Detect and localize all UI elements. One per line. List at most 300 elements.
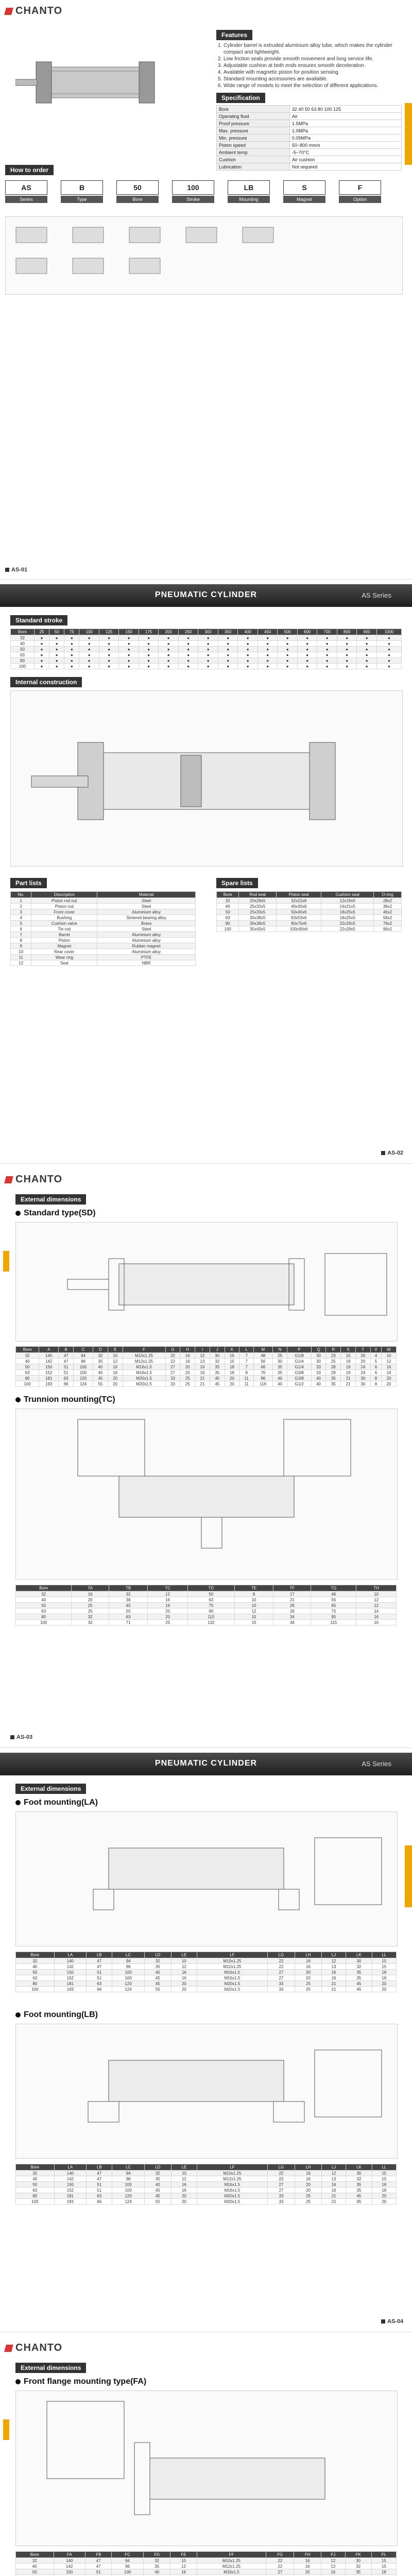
table-cell: 15 [225, 1353, 239, 1359]
banner-title: PNEUMATIC CYLINDER [154, 590, 258, 599]
column-header: 1000 [376, 629, 401, 635]
table-cell: ● [357, 658, 377, 664]
table-cell: 27 [165, 1364, 180, 1370]
table-cell: 80x70x6 [276, 921, 321, 926]
table-cell: Aluminium alloy [97, 949, 196, 955]
table-cell: 12 [148, 1591, 188, 1597]
column-header: FF [197, 2552, 266, 2558]
order-code-caption: Type [61, 196, 103, 203]
table-cell: ● [198, 652, 218, 658]
table-cell: 16 [171, 1975, 197, 1981]
table-cell: 63 [187, 1597, 234, 1603]
column-header: H [180, 1347, 195, 1353]
column-header: TF [273, 1585, 311, 1591]
column-header: 200 [159, 629, 179, 635]
cylinder-product-image [15, 31, 175, 134]
table-cell: 66 [253, 1364, 272, 1370]
side-tab [3, 2419, 9, 2440]
table-cell: Steel [97, 926, 196, 932]
table-cell: 33 [267, 2199, 295, 2205]
table-cell: 120 [74, 1376, 93, 1381]
table-cell: 35 [346, 1975, 372, 1981]
spec-key: Piston speed [217, 142, 290, 149]
table-cell: Cushion valve [31, 921, 97, 926]
table-cell: 47 [87, 1958, 112, 1964]
table-cell: 63 [109, 1614, 147, 1620]
table-cell: 20 [382, 1381, 397, 1387]
order-code-box: S [283, 180, 325, 195]
table-cell: M20x1.5 [197, 1981, 268, 1987]
table-cell: 25 [148, 1620, 188, 1625]
table-cell: 10 [234, 1597, 273, 1603]
table-cell: 32 [346, 1964, 372, 1970]
order-heading: How to order [5, 165, 54, 175]
table-cell: ● [159, 664, 179, 669]
table-cell: 21 [195, 1381, 210, 1387]
table-cell: 63 [59, 1376, 74, 1381]
table-cell: 32 [16, 2171, 55, 2176]
table-cell: 12 [170, 2564, 197, 2569]
table-cell: 35 [144, 1964, 171, 1970]
table-cell: ● [258, 647, 278, 652]
table-cell: ● [218, 664, 238, 669]
table-cell: 65 [311, 1603, 356, 1608]
column-header: LL [372, 2164, 396, 2171]
table-cell: 94 [112, 2171, 144, 2176]
table-cell: 15 [372, 2171, 396, 2176]
table-cell: 8 [11, 938, 31, 943]
foot-la-table [15, 1952, 397, 1992]
table-row [16, 2188, 397, 2193]
table-cell: ● [64, 664, 79, 669]
table-row [16, 1958, 397, 1964]
table-row [16, 1620, 397, 1625]
table-cell: G3/8 [287, 1370, 311, 1376]
table-cell: 40 [16, 2564, 54, 2569]
table-cell: 16 [294, 2558, 321, 2564]
table-cell: 51 [85, 2569, 112, 2575]
table-cell: 50 [16, 1970, 55, 1975]
table-cell: 16 [295, 2176, 322, 2182]
table-cell: ● [64, 658, 79, 664]
table-cell: 142 [39, 1359, 59, 1364]
table-cell: 20 [382, 1376, 397, 1381]
column-header: Bore [16, 1347, 39, 1353]
table-cell: ● [159, 652, 179, 658]
table-cell: ● [357, 641, 377, 647]
table-row [11, 943, 196, 949]
table-cell: ● [159, 647, 179, 652]
table-cell: 20 [295, 2182, 322, 2188]
table-cell: 45 [144, 1981, 171, 1987]
spec-title: Specification [216, 93, 265, 103]
table-row [11, 652, 402, 658]
table-cell: 19 [341, 1370, 356, 1376]
table-row [11, 898, 196, 904]
table-cell: ● [238, 664, 258, 669]
spec-value: Not required [289, 163, 401, 171]
column-header: LH [295, 2164, 322, 2171]
table-cell: 16 [356, 1620, 397, 1625]
column-header: FL [371, 2552, 396, 2558]
table-cell: 16 [321, 1975, 346, 1981]
table-cell: 94 [112, 2558, 144, 2564]
table-cell: 80 [16, 1614, 72, 1620]
table-cell: 32 [16, 2558, 54, 2564]
table-cell: 26 [273, 1603, 311, 1608]
table-cell: ● [198, 658, 218, 664]
feature-item: 1. Cylinder barrel is extruded aluminium alloy tube, which makes the cylinder compact and lightweight. [224, 42, 402, 56]
table-cell: 47 [87, 2171, 112, 2176]
column-header: 300 [198, 629, 218, 635]
table-cell: 100 [112, 2182, 144, 2188]
table-row [11, 904, 196, 909]
table-cell: 14x21x5 [321, 904, 374, 909]
front-flange-table [15, 2551, 397, 2576]
table-cell: ● [79, 652, 99, 658]
table-row [16, 1975, 397, 1981]
foot-lb-table [15, 2164, 397, 2205]
table-cell: 96 [112, 1964, 144, 1970]
table-row [11, 921, 196, 926]
table-cell: 33 [165, 1381, 180, 1387]
table-cell: G1/4 [287, 1359, 311, 1364]
features-list [216, 42, 402, 89]
column-header: J [210, 1347, 225, 1353]
table-cell: ● [139, 652, 159, 658]
table-cell: ● [79, 641, 99, 647]
table-cell: M10x1.25 [123, 1353, 165, 1359]
column-header: I [195, 1347, 210, 1353]
table-cell: 40 [144, 2182, 171, 2188]
table-cell: 10 [170, 2558, 197, 2564]
table-cell: 56 [253, 1359, 272, 1364]
spec-row [217, 163, 402, 171]
table-cell: 50x40x6 [276, 909, 321, 915]
table-cell: ● [79, 647, 99, 652]
column-header: TB [109, 1585, 147, 1591]
table-cell: ● [357, 647, 377, 652]
table-cell: 21 [195, 1376, 210, 1381]
table-cell: 45 [93, 1370, 108, 1376]
table-cell: 20 [171, 1987, 197, 1992]
table-cell: 20 [148, 1614, 188, 1620]
table-cell: 63 [16, 1975, 55, 1981]
table-cell: 16 [356, 1614, 397, 1620]
table-cell: 21 [321, 1987, 346, 1992]
table-cell: 16 [108, 1364, 123, 1370]
table-cell: 45 [144, 2193, 171, 2199]
column-header: M [253, 1347, 272, 1353]
table-cell: Sintered bearing alloy [97, 915, 196, 921]
table-cell: 35 [346, 1970, 372, 1975]
table-cell: 47 [59, 1353, 74, 1359]
table-cell: 51 [59, 1370, 74, 1376]
column-header: Rod seal [239, 892, 277, 898]
table-cell: 34 [273, 1614, 311, 1620]
table-cell: 13 [321, 2176, 346, 2182]
table-cell: 5 [370, 1359, 381, 1364]
table-cell: 18 [372, 1970, 396, 1975]
table-cell: ● [99, 652, 119, 658]
spec-row [217, 142, 402, 149]
feature-item: 5. Standard mounting accessories are available. [224, 76, 402, 82]
table-cell: 30x38x5 [239, 921, 277, 926]
table-cell: 20x28x5 [239, 898, 277, 904]
table-cell: 140 [39, 1353, 59, 1359]
table-cell: 100 [16, 1987, 55, 1992]
order-code-box: F [339, 180, 381, 195]
table-cell: 40 [16, 1597, 72, 1603]
table-cell: 116 [253, 1381, 272, 1387]
banner-series: AS Series [362, 1760, 391, 1768]
section-heading: External dimensions [15, 1784, 86, 1794]
table-cell: 36x2 [373, 904, 401, 909]
table-cell: 15 [372, 1958, 396, 1964]
table-cell: ● [159, 641, 179, 647]
column-header: T [355, 1347, 370, 1353]
spec-value: 0.05MPa [289, 134, 401, 142]
table-cell: M16x1.5 [197, 1975, 268, 1981]
table-cell: Steel [97, 898, 196, 904]
table-cell: 55 [311, 1597, 356, 1603]
spec-value: Air cushion [289, 156, 401, 163]
table-cell: G1/8 [287, 1353, 311, 1359]
spec-value: 50~800 mm/s [289, 142, 401, 149]
table-cell: 51 [87, 1970, 112, 1975]
table-row [16, 2558, 397, 2564]
table-cell: 63 [217, 915, 239, 921]
table-cell: 35 [93, 1359, 108, 1364]
table-cell: 100 [16, 1381, 39, 1387]
order-code-box: B [61, 180, 103, 195]
table-row [217, 926, 402, 932]
table-cell: ● [198, 635, 218, 641]
table-cell: 32 [109, 1591, 147, 1597]
table-cell: 20 [171, 2193, 197, 2199]
column-header: LH [295, 1952, 322, 1958]
table-cell: 15 [371, 2558, 396, 2564]
table-cell: 35 [272, 1370, 287, 1376]
order-code-box: LB [228, 180, 270, 195]
standard-stroke-heading: Standard stroke [10, 615, 67, 625]
table-cell: ● [376, 641, 401, 647]
brand-logo: CHANTO [5, 1174, 62, 1185]
table-cell: 27 [267, 2182, 295, 2188]
table-cell: 18 [225, 1370, 239, 1376]
table-cell: 45 [210, 1381, 225, 1387]
table-row [16, 1359, 397, 1364]
table-cell: 47 [59, 1359, 74, 1364]
order-code-caption: Series [5, 196, 47, 203]
table-cell: 16 [170, 2569, 197, 2575]
order-code-box: 50 [116, 180, 159, 195]
table-cell: 71 [109, 1620, 147, 1625]
brand-logo: CHANTO [5, 2342, 62, 2354]
spec-key: Proof pressure [217, 120, 290, 127]
table-cell: 21 [341, 1381, 356, 1387]
table-cell: ● [64, 652, 79, 658]
order-code-caption: Bore [116, 196, 159, 203]
table-cell: 15 [371, 2564, 396, 2569]
table-cell: 40 [311, 1381, 326, 1387]
table-cell: 47 [87, 2176, 112, 2182]
table-cell: 16 [180, 1353, 195, 1359]
table-cell: ● [119, 658, 139, 664]
table-row [16, 1597, 397, 1603]
table-cell: 7 [11, 932, 31, 938]
table-cell: 40x30x6 [276, 904, 321, 909]
table-cell: 150 [54, 2182, 86, 2188]
table-cell: ● [139, 641, 159, 647]
subsection-heading: Standard type(SD) [15, 1209, 96, 1218]
table-cell: ● [34, 647, 49, 652]
table-cell: 16 [321, 2188, 346, 2193]
table-cell: 30 [272, 1359, 287, 1364]
table-cell: M16x1.5 [197, 1970, 268, 1975]
table-cell: 27 [267, 2188, 295, 2193]
table-cell: 46x2 [373, 909, 401, 915]
table-cell: ● [297, 652, 317, 658]
table-cell: ● [297, 641, 317, 647]
column-header: Cushion seal [321, 892, 374, 898]
table-cell: 150 [39, 1364, 59, 1370]
table-cell: 21 [341, 1376, 356, 1381]
table-cell: 45 [109, 1603, 147, 1608]
foot-lb-drawing [15, 2024, 398, 2159]
column-header: 700 [317, 629, 337, 635]
table-cell: ● [119, 647, 139, 652]
column-header: FA [54, 2552, 85, 2558]
table-cell: 9 [11, 943, 31, 949]
table-cell: 110 [187, 1614, 234, 1620]
column-header: LF [197, 1952, 268, 1958]
table-cell: 16 [72, 1591, 109, 1597]
table-cell: 35 [143, 2564, 170, 2569]
table-cell: M20x1.5 [197, 2193, 268, 2199]
table-cell: 16 [148, 1597, 188, 1603]
order-code-box: AS [5, 180, 47, 195]
table-cell: 19 [341, 1364, 356, 1370]
table-cell: 51 [87, 2188, 112, 2193]
table-cell: 10 [171, 2171, 197, 2176]
table-cell: ● [178, 641, 198, 647]
table-cell: 35 [210, 1364, 225, 1370]
table-cell: 45 [210, 1376, 225, 1381]
column-header: Material [97, 892, 196, 898]
table-cell: 32 [72, 1620, 109, 1625]
table-cell: 22 [266, 2564, 294, 2569]
table-cell: 25 [295, 2193, 322, 2199]
table-cell: 32 [144, 2171, 171, 2176]
table-cell: 22 [165, 1359, 180, 1364]
table-cell: ● [119, 635, 139, 641]
column-header: W [382, 1347, 397, 1353]
table-cell: 50 [109, 1608, 147, 1614]
table-cell: ● [317, 652, 337, 658]
table-cell: 18 [371, 2569, 396, 2575]
column-header: FK [345, 2552, 371, 2558]
table-row [11, 647, 402, 652]
page-number: AS-01 [5, 567, 27, 573]
table-cell: 100 [112, 1975, 144, 1981]
column-header: FH [294, 2552, 321, 2558]
standard-type-table [15, 1346, 397, 1387]
catalog-page-2 [0, 584, 412, 1164]
table-cell: 55 [93, 1381, 108, 1387]
table-cell: 27 [266, 2569, 294, 2575]
column-header: L [239, 1347, 254, 1353]
table-cell: 124 [74, 1381, 93, 1387]
table-cell: M16x1.5 [197, 2569, 266, 2575]
table-cell: 25x33x5 [239, 909, 277, 915]
table-cell: ● [49, 635, 64, 641]
table-cell: 80 [16, 2193, 55, 2199]
table-cell: ● [34, 652, 49, 658]
table-cell: 10 [356, 1591, 397, 1597]
table-cell: 33 [311, 1370, 326, 1376]
table-row [11, 926, 196, 932]
table-cell: 80 [217, 921, 239, 926]
column-header: LA [54, 2164, 86, 2171]
table-cell: 15 [225, 1359, 239, 1364]
banner-title: PNEUMATIC CYLINDER [154, 1759, 258, 1768]
column-header: 250 [178, 629, 198, 635]
table-cell: 20 [180, 1370, 195, 1376]
table-cell: 40 [311, 1376, 326, 1381]
table-cell: 5 [11, 921, 31, 926]
table-header-row [16, 2164, 397, 2171]
table-cell: 16 [180, 1359, 195, 1364]
table-cell: 193 [39, 1381, 59, 1387]
catalog-page-1 [0, 0, 412, 580]
table-cell: ● [297, 635, 317, 641]
table-cell: 63 [16, 1370, 39, 1376]
table-cell: 30 [210, 1353, 225, 1359]
banner [0, 1753, 412, 1775]
column-header: FG [266, 2552, 294, 2558]
table-cell: 20 [372, 2199, 396, 2205]
table-cell: 36 [109, 1597, 147, 1603]
table-cell: 22 [267, 2171, 295, 2176]
table-cell: 32 [144, 1958, 171, 1964]
table-cell: 18 [372, 2182, 396, 2188]
table-cell: 48 [253, 1353, 272, 1359]
table-cell: 15 [234, 1620, 273, 1625]
table-cell: 94 [112, 1958, 144, 1964]
table-row [217, 909, 402, 915]
table-cell: ● [357, 652, 377, 658]
table-cell: 20 [108, 1381, 123, 1387]
spec-key: Lubrication [217, 163, 290, 171]
table-cell: ● [99, 635, 119, 641]
table-row [11, 909, 196, 915]
table-cell: 100 [217, 926, 239, 932]
table-cell: ● [99, 658, 119, 664]
table-cell: ● [178, 664, 198, 669]
column-header: LJ [321, 2164, 346, 2171]
table-cell: 22 [165, 1353, 180, 1359]
column-header: FE [170, 2552, 197, 2558]
order-code-caption: Stroke [172, 196, 214, 203]
column-header: LA [54, 1952, 86, 1958]
table-cell: 25 [180, 1381, 195, 1387]
table-cell: ● [64, 647, 79, 652]
table-cell: 20 [148, 1608, 188, 1614]
table-cell: 150 [54, 2569, 85, 2575]
table-cell: ● [218, 641, 238, 647]
table-row [16, 1353, 397, 1359]
